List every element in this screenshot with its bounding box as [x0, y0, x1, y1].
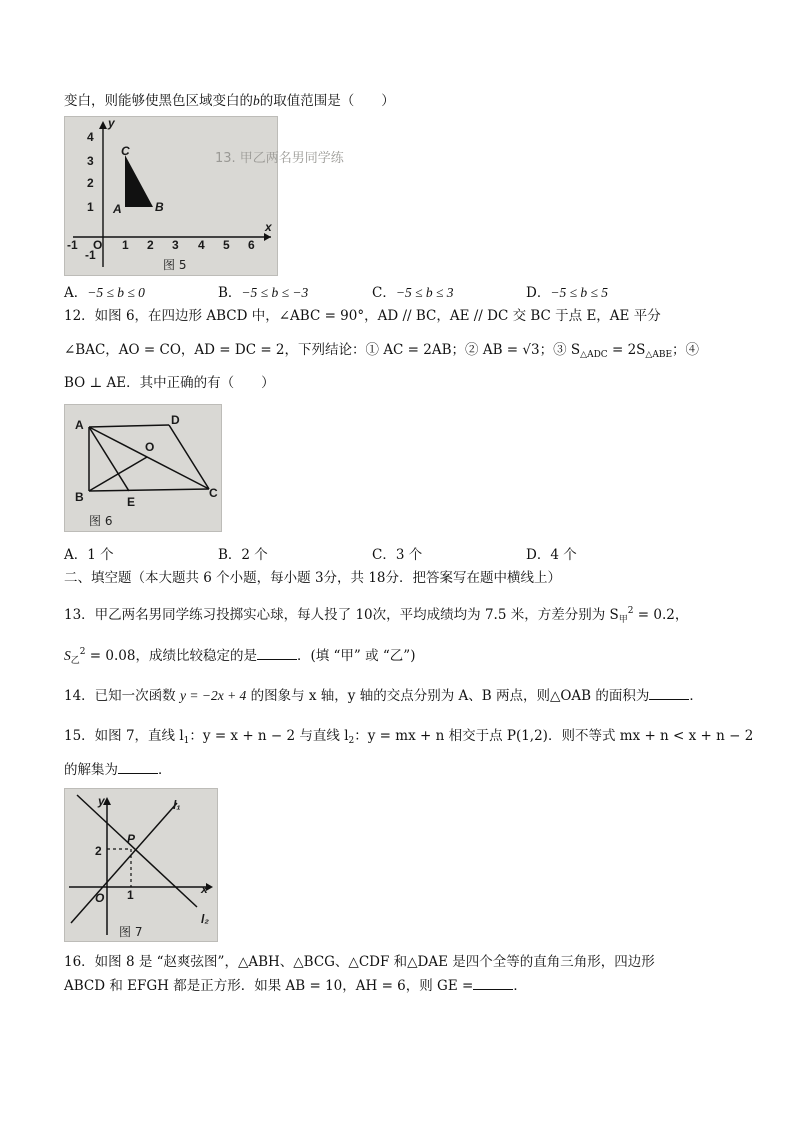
- option-text: 3 个: [395, 547, 423, 563]
- q14-equation: y = −2x + 4: [179, 688, 247, 703]
- figure-6-point-c: C: [209, 486, 218, 500]
- q14-text-a: 14．已知一次函数: [64, 688, 180, 704]
- option-text: −5 ≤ b ≤ −3: [241, 285, 309, 300]
- q12-line-2: [64, 340, 699, 365]
- q12-line-2-d: ；④: [672, 342, 700, 358]
- figure-5: [64, 116, 344, 276]
- figure-5-point-b: B: [155, 200, 164, 214]
- q15-line-2-a: 的解集为: [64, 762, 118, 778]
- option-text: 2 个: [241, 547, 268, 563]
- figure-5-caption: 图 5: [163, 258, 187, 272]
- figure-5-y-label: y: [108, 116, 115, 130]
- figure-6-point-o: O: [145, 440, 155, 454]
- q12-option-a[interactable]: [64, 543, 114, 563]
- q12-sub-1: △ADC: [580, 350, 608, 360]
- q15-line-1-b: ：y = x + n − 2 与直线 l: [189, 728, 349, 744]
- q12-line-2-b: ；③ S: [539, 342, 581, 358]
- figure-7-tick-1: 1: [127, 888, 134, 902]
- option-text: −5 ≤ b ≤ 3: [395, 285, 454, 300]
- q11-stem-text-2: 的取值范围是（ ）: [259, 93, 395, 109]
- q14-text-d: ．: [689, 688, 703, 704]
- figure-7-graph: [65, 789, 217, 941]
- figure-7-tick-2: 2: [95, 844, 102, 858]
- option-text: 1 个: [87, 547, 114, 563]
- q12-option-c[interactable]: [372, 543, 422, 563]
- figure-5-graph: [65, 116, 344, 275]
- q13-line-2-c: ．(填 “甲” 或 “乙”): [296, 648, 416, 664]
- q16-line-1: 16．如图 8 是 “赵爽弦图”，△ABH、△BCG、△CDF 和△DAE 是四个全等的直角三角形，四边形: [64, 954, 655, 970]
- figure-6-graph: [65, 405, 221, 531]
- q12-sub-2: △ABE: [645, 350, 673, 360]
- q13-line-2-a: S: [64, 648, 71, 663]
- q15-line-1: [64, 726, 753, 751]
- figure-5-x-label: x: [265, 220, 272, 234]
- q13-line-1-b: = 0.2，: [633, 607, 689, 623]
- q12-line-2-c: = 2S: [607, 342, 646, 358]
- q12-option-b[interactable]: [218, 543, 268, 563]
- q13-line-1: [64, 601, 688, 630]
- figure-7-x-label: x: [201, 882, 208, 896]
- q12-options: [64, 543, 704, 563]
- figure-5-tick-x-2: 2: [147, 238, 154, 252]
- q13-sup-1: 2: [627, 606, 634, 616]
- q11-option-d[interactable]: [526, 281, 608, 301]
- q15-sub-2: 2: [348, 736, 355, 746]
- figure-7-caption: 图 7: [119, 925, 143, 939]
- figure-6-point-b: B: [75, 490, 84, 504]
- figure-5-tick-y-neg1: -1: [85, 248, 96, 262]
- figure-5-tick-x-1: 1: [122, 238, 129, 252]
- figure-5-tick-y-4: 4: [87, 130, 94, 144]
- q11-options: [64, 281, 704, 301]
- q12-sqrt: √3: [522, 342, 540, 358]
- option-text: −5 ≤ b ≤ 5: [550, 285, 609, 300]
- q15-answer-blank[interactable]: [118, 761, 158, 774]
- figure-7-l1-label: l₁: [173, 798, 181, 812]
- q15-line-2: [64, 760, 172, 780]
- figure-5-point-c: C: [121, 144, 130, 158]
- option-letter: C．: [372, 547, 396, 563]
- option-letter: C．: [372, 285, 396, 301]
- q11-option-c[interactable]: [372, 281, 454, 301]
- figure-7-origin: O: [95, 891, 105, 905]
- option-letter: D．: [526, 285, 551, 301]
- q12-line-3: BO ⊥ AE．其中正确的有（ ）: [64, 375, 275, 391]
- figure-5-point-a: A: [113, 202, 122, 216]
- option-letter: A．: [64, 285, 88, 301]
- q11-stem-text: 变白，则能够使黑色区域变白的: [64, 93, 253, 109]
- option-letter: B．: [218, 285, 242, 301]
- option-text: −5 ≤ b ≤ 0: [87, 285, 145, 300]
- figure-5-tick-x-3: 3: [172, 238, 179, 252]
- q13-line-2-b: = 0.08，成绩比较稳定的是: [85, 648, 257, 664]
- figure-6-point-d: D: [171, 413, 180, 427]
- figure-7-point-p: P: [127, 832, 136, 846]
- q12-line-1: 12．如图 6，在四边形 ABCD 中，∠ABC = 90°，AD // BC，AE // DC 交 BC 于点 E，AE 平分: [64, 308, 661, 324]
- figure-6-lines: [89, 425, 209, 491]
- q13-line-1-a: 13．甲乙两名男同学练习投掷实心球，每人投了 10次，平均成绩均为 7.5 米，方差分别为 S: [64, 607, 619, 623]
- option-letter: A．: [64, 547, 88, 563]
- q13-sub-1: 甲: [618, 615, 628, 625]
- figure-5-tick-y-1: 1: [87, 200, 94, 214]
- q15-line-1-a: 15．如图 7，直线 l: [64, 728, 184, 744]
- figure-6-caption: 图 6: [89, 514, 113, 528]
- figure-5-bleed-text: 13. 甲乙两名男同学练: [215, 151, 344, 166]
- option-letter: B．: [218, 547, 242, 563]
- figure-5-tick-x-6: 6: [248, 238, 255, 252]
- figure-5-tick-y-2: 2: [87, 176, 94, 190]
- q16-line-2: [64, 976, 527, 996]
- section-2-heading: 二、填空题（本大题共 6 个小题，每小题 3分，共 18分．把答案写在题中横线上）: [64, 570, 562, 586]
- figure-6-point-e: E: [127, 495, 136, 509]
- figure-7-l2-label: l₂: [201, 912, 209, 926]
- q16-line-2-a: ABCD 和 EFGH 都是正方形．如果 AB = 10，AH = 6，则 GE =: [64, 978, 474, 994]
- figure-5-origin: O: [93, 238, 103, 252]
- q14-line: [64, 686, 703, 706]
- figure-6-point-a: A: [75, 418, 84, 432]
- option-text: 4 个: [550, 547, 577, 563]
- figure-5-tick-x-neg1: -1: [67, 238, 78, 252]
- figure-5-x-arrow: [264, 233, 271, 241]
- figure-5-tick-x-4: 4: [198, 238, 205, 252]
- figure-7-y-label: y: [98, 794, 105, 808]
- q15-sub-1: 1: [183, 736, 190, 746]
- figure-5-tick-y-3: 3: [87, 154, 94, 168]
- figure-7-line-l1: [71, 803, 177, 923]
- q14-text-c: 的图象与 x 轴，y 轴的交点分别为 A、B 两点，则△OAB 的面积为: [246, 688, 650, 704]
- q11-option-b[interactable]: [218, 281, 308, 301]
- figure-5-tick-x-5: 5: [223, 238, 230, 252]
- q12-line-2-a: ∠BAC，AO = CO，AD = DC = 2，下列结论：① AC = 2AB；② AB =: [64, 342, 523, 358]
- q11-var: b: [253, 93, 260, 108]
- q11-option-a[interactable]: [64, 281, 145, 301]
- q14-answer-blank[interactable]: [649, 687, 689, 700]
- q16-answer-blank[interactable]: [473, 977, 513, 990]
- q15-line-2-b: ．: [158, 762, 172, 778]
- figure-5-triangle: [125, 155, 153, 207]
- q16-line-2-b: ．: [513, 978, 527, 994]
- q15-line-1-c: ：y = mx + n 相交于点 P(1,2)．则不等式 mx + n < x + n − 2: [354, 728, 754, 744]
- q13-answer-blank[interactable]: [257, 647, 297, 660]
- q13-sup-2: 2: [79, 647, 86, 657]
- q11-stem: [64, 91, 395, 111]
- option-letter: D．: [526, 547, 551, 563]
- figure-7: [64, 788, 218, 942]
- q12-option-d[interactable]: [526, 543, 577, 563]
- figure-6: [64, 404, 222, 532]
- q13-sub-2: 乙: [70, 656, 80, 666]
- q13-line-2: [64, 642, 415, 671]
- figure-5-y-arrow: [99, 121, 107, 129]
